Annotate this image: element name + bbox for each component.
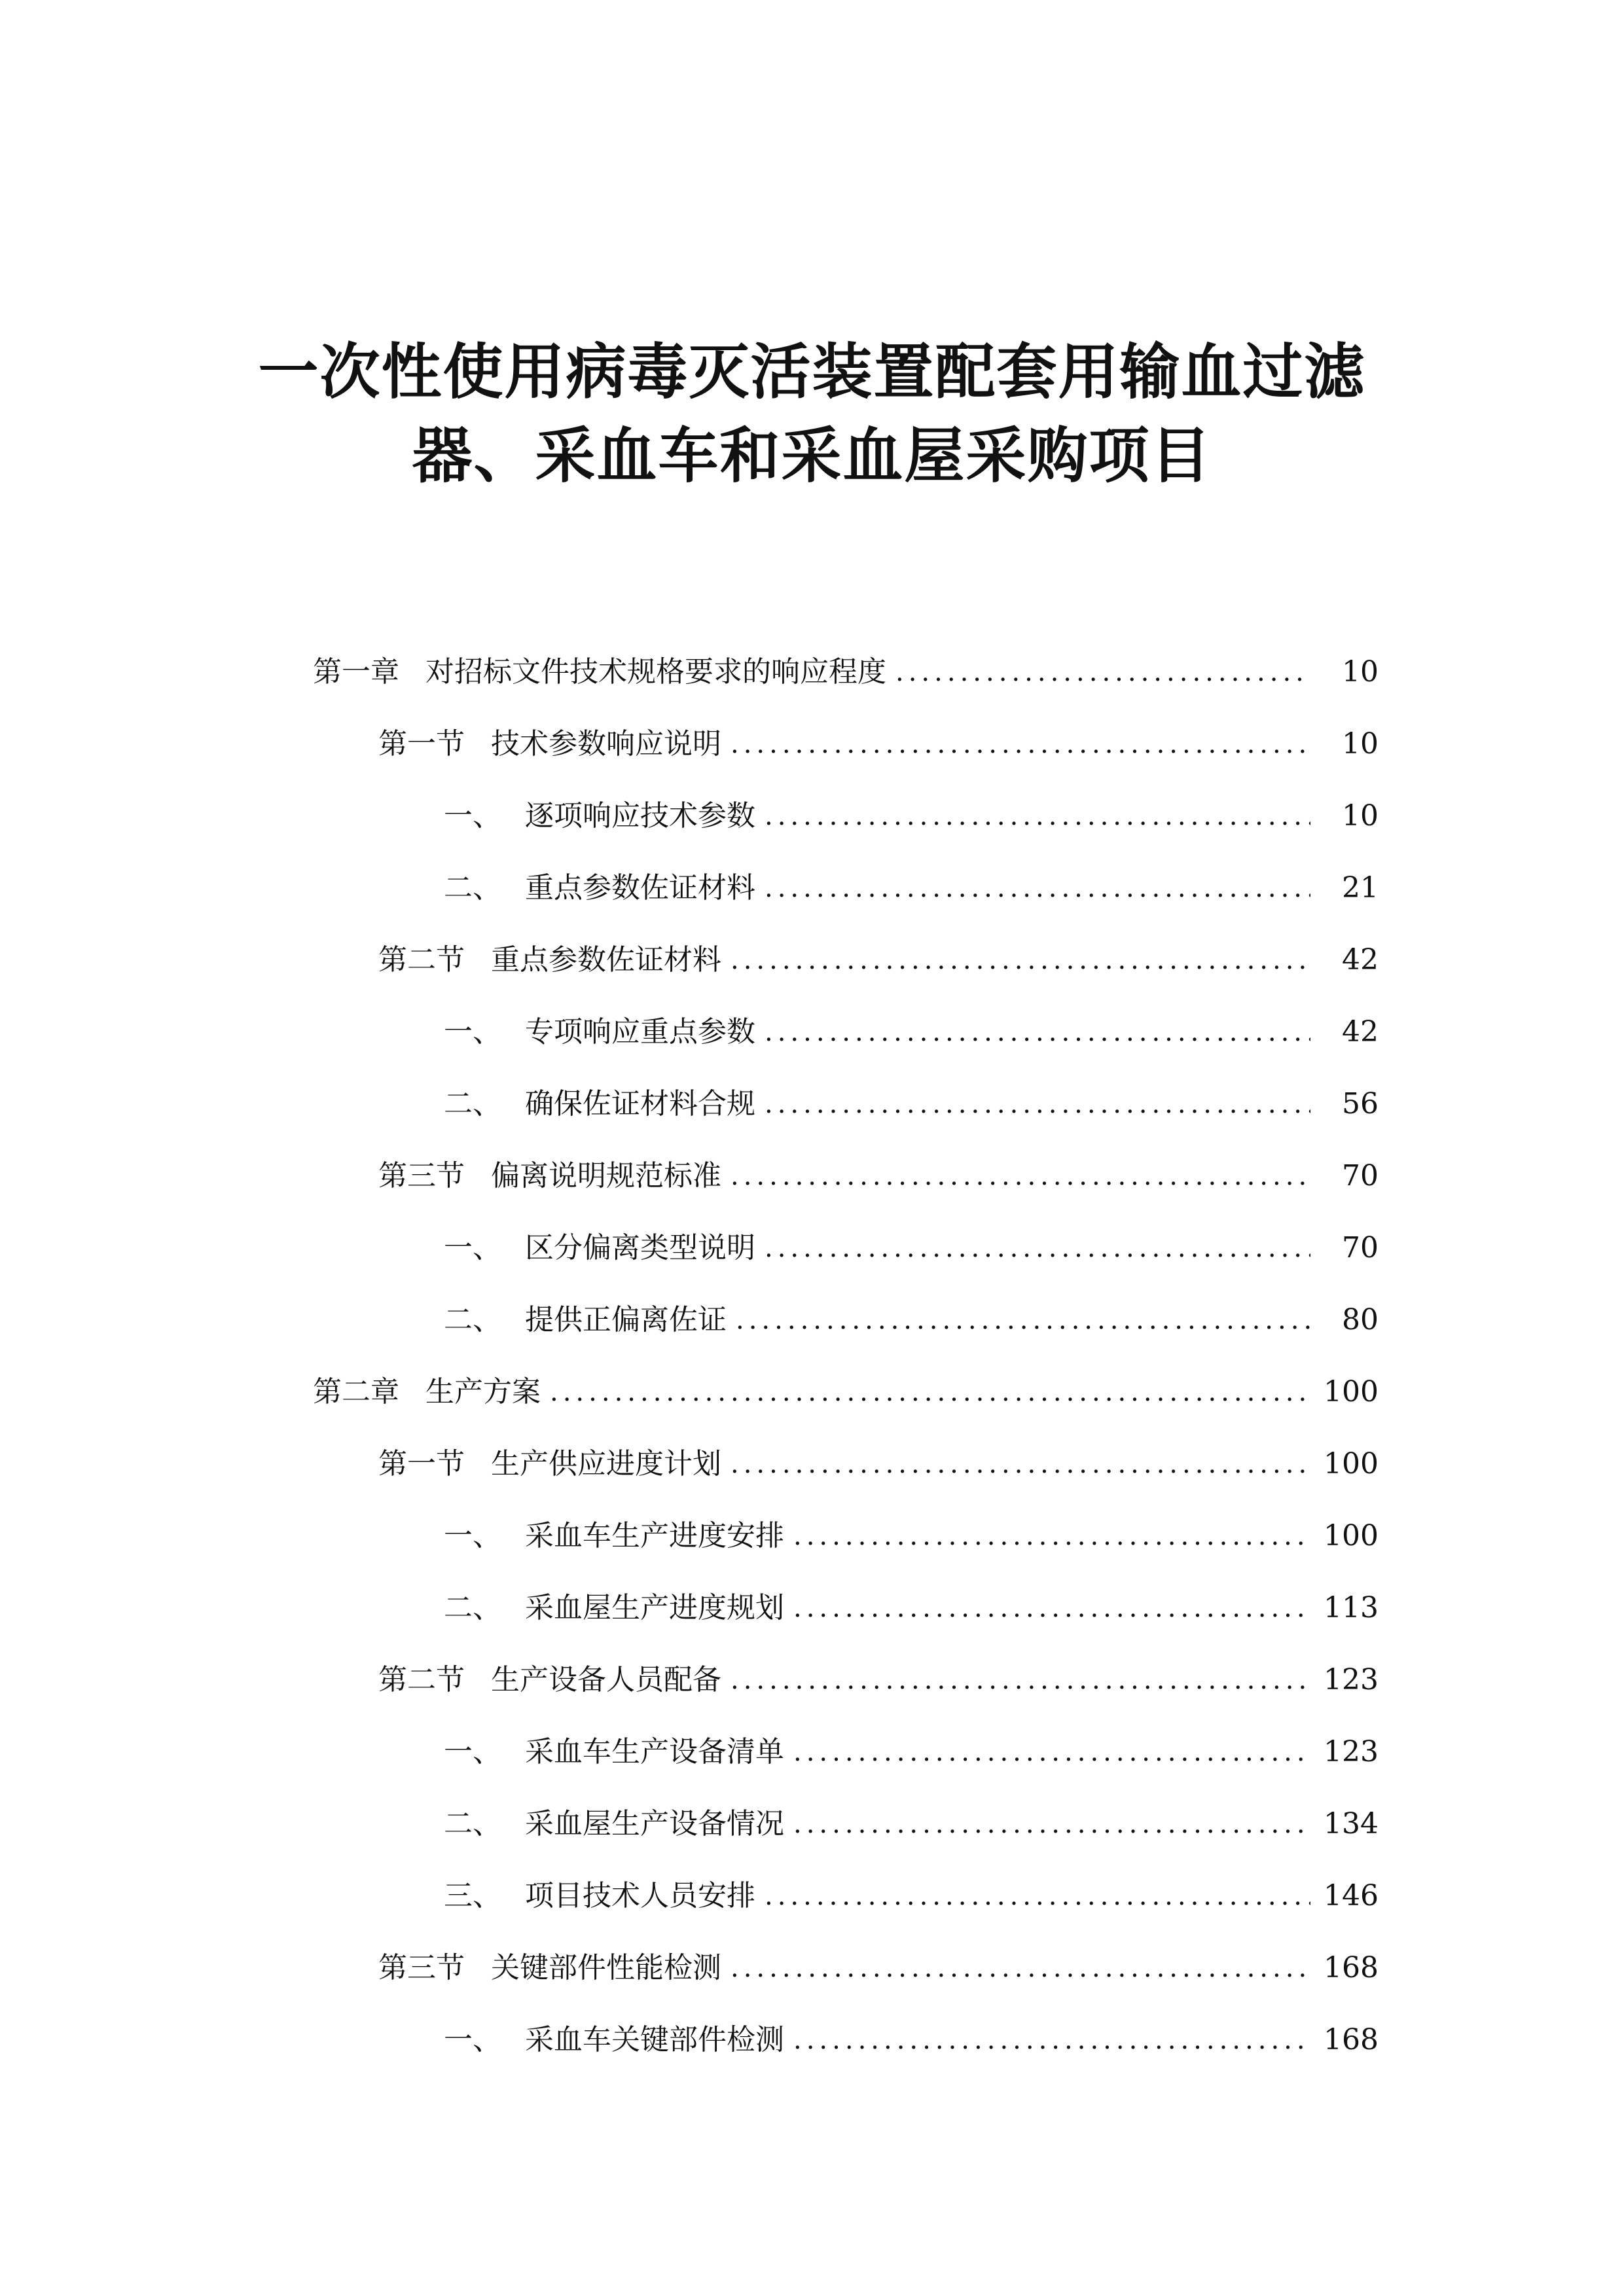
toc-entry-number: 第二节 <box>378 943 465 977</box>
toc-entry-title: 生产供应进度计划 <box>491 1447 721 1480</box>
toc-page-number: 10 <box>1342 799 1379 833</box>
toc-dot-leader <box>793 1716 1310 1788</box>
toc-entry-number: 第三节 <box>378 1159 465 1193</box>
toc-page-number: 10 <box>1342 727 1379 761</box>
toc-page-number: 100 <box>1324 1375 1379 1408</box>
toc-entry-number: 二、 <box>444 871 501 905</box>
toc-entry[interactable] <box>0 996 1624 1068</box>
toc-entry-title: 逐项响应技术参数 <box>525 799 755 833</box>
toc-entry-title: 采血屋生产设备情况 <box>525 1807 784 1840</box>
toc-dot-leader <box>731 708 1310 780</box>
toc-entry[interactable] <box>0 1140 1624 1212</box>
toc-dot-leader <box>731 924 1310 996</box>
toc-entry-number: 第二章 <box>313 1375 399 1408</box>
toc-entry-title: 生产设备人员配备 <box>491 1663 721 1696</box>
toc-entry-title: 采血屋生产进度规划 <box>525 1591 784 1624</box>
toc-entry[interactable] <box>0 780 1624 852</box>
toc-page-number: 10 <box>1342 655 1379 689</box>
toc-entry[interactable] <box>0 708 1624 780</box>
toc-entry[interactable] <box>0 1644 1624 1716</box>
toc-entry[interactable] <box>0 1860 1624 1932</box>
toc-entry-title: 采血车生产设备清单 <box>525 1735 784 1768</box>
toc-entry-number: 一、 <box>444 2023 501 2056</box>
toc-entry-title: 采血车生产进度安排 <box>525 1519 784 1552</box>
toc-page-number: 80 <box>1342 1303 1379 1336</box>
toc-page-number: 21 <box>1342 871 1379 905</box>
toc-entry[interactable] <box>0 1932 1624 2004</box>
toc-entry-title: 重点参数佐证材料 <box>525 871 755 905</box>
toc-page-number: 70 <box>1342 1159 1379 1193</box>
toc-dot-leader <box>731 1140 1310 1212</box>
toc-entry-title: 区分偏离类型说明 <box>525 1231 755 1265</box>
toc-page-number: 134 <box>1324 1807 1379 1840</box>
toc-entry[interactable] <box>0 636 1624 708</box>
toc-dot-leader <box>793 2004 1310 2076</box>
toc-entry[interactable] <box>0 1356 1624 1428</box>
toc-page-number: 56 <box>1342 1087 1379 1121</box>
toc-entry-title: 提供正偏离佐证 <box>525 1303 727 1336</box>
toc-entry-number: 第一节 <box>378 727 465 761</box>
toc-entry-number: 三、 <box>444 1879 501 1912</box>
toc-dot-leader <box>731 1428 1310 1500</box>
toc-dot-leader <box>765 1068 1310 1140</box>
toc-entry-number: 第一章 <box>313 655 399 689</box>
toc-entry-number: 一、 <box>444 1015 501 1049</box>
toc-entry[interactable] <box>0 1284 1624 1356</box>
toc-entry[interactable] <box>0 1572 1624 1644</box>
toc-page-number: 113 <box>1324 1591 1379 1624</box>
toc-entry[interactable] <box>0 1212 1624 1284</box>
toc-entry[interactable] <box>0 1428 1624 1500</box>
toc-entry-title: 关键部件性能检测 <box>491 1951 721 1984</box>
toc-dot-leader <box>550 1356 1310 1428</box>
toc-entry[interactable] <box>0 852 1624 924</box>
toc-entry-number: 一、 <box>444 1231 501 1265</box>
toc-dot-leader <box>765 852 1310 924</box>
toc-page-number: 146 <box>1324 1879 1379 1912</box>
toc-entry[interactable] <box>0 1068 1624 1140</box>
toc-dot-leader <box>765 1860 1310 1932</box>
toc-entry-number: 第一节 <box>378 1447 465 1480</box>
toc-dot-leader <box>793 1500 1310 1572</box>
toc-dot-leader <box>765 996 1310 1068</box>
toc-dot-leader <box>731 1932 1310 2004</box>
toc-dot-leader <box>793 1572 1310 1644</box>
toc-entry-number: 二、 <box>444 1303 501 1336</box>
toc-page-number: 168 <box>1324 1951 1379 1984</box>
toc-entry-title: 项目技术人员安排 <box>525 1879 755 1912</box>
toc-entry-title: 确保佐证材料合规 <box>525 1087 755 1121</box>
toc-dot-leader <box>765 780 1310 852</box>
toc-entry-number: 一、 <box>444 1735 501 1768</box>
toc-page-number: 42 <box>1342 1015 1379 1049</box>
toc-dot-leader <box>793 1788 1310 1860</box>
toc-entry[interactable] <box>0 924 1624 996</box>
toc-entry-title: 生产方案 <box>425 1375 541 1408</box>
toc-entry-title: 采血车关键部件检测 <box>525 2023 784 2056</box>
toc-dot-leader <box>736 1284 1310 1356</box>
toc-entry-number: 一、 <box>444 1519 501 1552</box>
toc-page-number: 100 <box>1324 1519 1379 1552</box>
toc-entry[interactable] <box>0 1788 1624 1860</box>
toc-page-number: 123 <box>1324 1735 1379 1768</box>
toc-dot-leader <box>895 636 1310 708</box>
toc-entry-number: 二、 <box>444 1087 501 1121</box>
toc-entry-number: 二、 <box>444 1807 501 1840</box>
toc-entry-title: 对招标文件技术规格要求的响应程度 <box>425 655 886 689</box>
table-of-contents <box>0 636 1624 2076</box>
toc-entry-number: 第三节 <box>378 1951 465 1984</box>
toc-page-number: 100 <box>1324 1447 1379 1480</box>
toc-entry[interactable] <box>0 1716 1624 1788</box>
toc-entry-title: 偏离说明规范标准 <box>491 1159 721 1193</box>
toc-entry-title: 专项响应重点参数 <box>525 1015 755 1049</box>
toc-dot-leader <box>731 1644 1310 1716</box>
document-title <box>0 331 1624 498</box>
toc-page-number: 123 <box>1324 1663 1379 1696</box>
toc-dot-leader <box>765 1212 1310 1284</box>
toc-page-number: 168 <box>1324 2023 1379 2056</box>
toc-entry[interactable] <box>0 1500 1624 1572</box>
toc-entry-number: 一、 <box>444 799 501 833</box>
document-title-line-1: 一次性使用病毒灭活装置配套用输血过滤 <box>258 337 1366 407</box>
document-title-line-2: 器、采血车和采血屋采购项目 <box>412 421 1212 491</box>
toc-entry-title: 重点参数佐证材料 <box>491 943 721 977</box>
toc-page-number: 70 <box>1342 1231 1379 1265</box>
toc-entry[interactable] <box>0 2004 1624 2076</box>
toc-page-number: 42 <box>1342 943 1379 977</box>
toc-entry-number: 二、 <box>444 1591 501 1624</box>
toc-entry-number: 第二节 <box>378 1663 465 1696</box>
toc-entry-title: 技术参数响应说明 <box>491 727 721 761</box>
